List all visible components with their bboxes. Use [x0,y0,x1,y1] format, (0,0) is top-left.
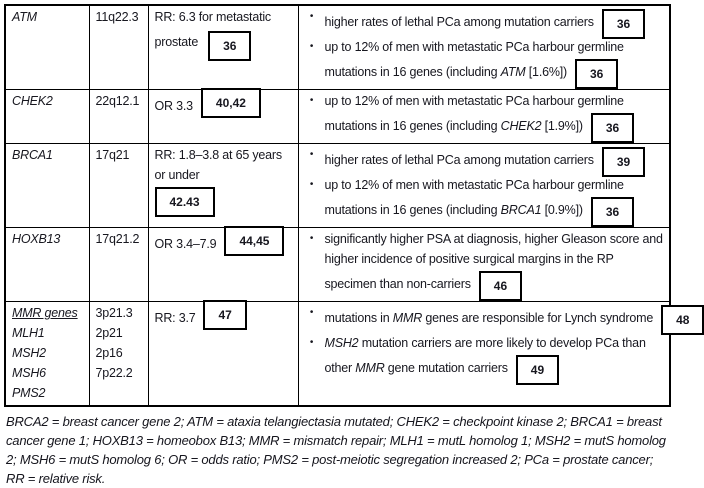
bullet-item [299,303,690,333]
gene-name: MSH2 [12,346,46,360]
text-segment: mutations in [324,311,393,325]
citation-ref-box: 36 [602,9,645,39]
citation-ref-box: 47 [203,300,246,330]
location-cell [89,228,148,302]
notes-cell [298,228,670,302]
text-segment: significantly higher PSA at diagnosis, higher Gleason score and higher incidence of positive surgical margins in the RP specimen than non-carriers [324,232,663,291]
gene-name: PMS2 [12,386,46,400]
bullet-text [325,333,668,383]
bullet-item [299,7,668,37]
citation-ref-box: 49 [516,355,559,385]
text-segment: genes are responsible for Lynch syndrome [422,311,654,325]
bullet-item [299,145,668,175]
text-segment: [0.9%]) [541,203,583,217]
gene-symbol-inline: CHEK2 [500,119,542,133]
chromosome-location: 3p21.3 [95,306,133,320]
text-segment: higher rates of lethal PCa among mutation carriers [324,15,594,29]
bullet-icon: • [309,11,314,22]
gene-symbol-inline: MMR [392,311,423,325]
risk-cell [148,228,298,302]
gene-cell [5,5,89,90]
citation-ref-box: 36 [591,113,634,143]
bullet-item [299,175,668,225]
chromosome-location: 11q22.3 [95,10,139,24]
location-cell [89,5,148,90]
bullet-text [325,145,668,175]
bullet-icon: • [309,337,314,348]
text-segment: [1.6%]) [525,65,567,79]
risk-cell [148,5,298,90]
risk-cell [148,144,298,228]
gene-symbol-inline: ATM [500,65,526,79]
location-cell [89,302,148,407]
abbreviations-footnote: BRCA2 = breast cancer gene 2; ATM = ataxia telangiectasia mutated; CHEK2 = checkpoint kinase 2; BRCA1 = breast cancer gene 1; HOXB13 = homeobox B13; MMR = mismatch repair; MLH1 = mutL homolog 1; MSH2 = mutS homolog 2; MSH6 = mutS homolog 6; OR = odds ratio; PMS2 = post-meiotic segregation increased 2; PCa = prostate cancer; RR = relative risk. [6,414,666,486]
risk-cell [148,90,298,144]
bullet-item [299,333,668,383]
bullet-item [299,91,668,141]
table-row [5,144,670,228]
citation-ref-box: 36 [575,59,618,89]
gene-symbol-inline: MMR [355,361,385,375]
location-cell [89,144,148,228]
chromosome-location: 22q12.1 [95,94,140,108]
bullet-item [299,37,668,87]
gene-symbol-inline: BRCA1 [500,203,542,217]
gene-risk-table [4,4,690,407]
citation-ref-box: 46 [479,271,522,301]
table-row [5,228,670,302]
gene-name: ATM [12,10,37,24]
bullet-item [299,229,668,299]
citation-ref-box: 40,42 [201,88,261,118]
citation-ref-box: 48 [661,305,704,335]
bullet-icon: • [309,179,314,190]
bullet-text [325,229,668,299]
citation-ref-box: 36 [208,31,251,61]
gene-cell [5,90,89,144]
risk-estimate-text: OR 3.3 [154,99,193,113]
notes-cell [298,90,670,144]
chromosome-location: 2p16 [95,346,123,360]
gene-cell [5,144,89,228]
gene-name: HOXB13 [12,232,61,246]
notes-cell [298,144,670,228]
risk-estimate-text: RR: 1.8–3.8 at 65 years or under [154,148,282,182]
bullet-text [325,37,668,87]
notes-cell [298,5,670,90]
bullet-text [324,303,690,333]
location-cell [89,90,148,144]
citation-ref-line [155,187,294,217]
text-segment: [1.9%]) [541,119,583,133]
chromosome-location: 17q21 [95,148,130,162]
risk-cell [148,302,298,407]
gene-cell [5,228,89,302]
risk-estimate-text: OR 3.4–7.9 [154,237,217,251]
bullet-icon: • [309,233,314,244]
text-segment: up to 12% of men with metastatic PCa harbour germline mutations in 16 genes (including [324,94,624,133]
gene-name: MSH6 [12,366,46,380]
gene-cell [5,302,89,407]
chromosome-location: 17q21.2 [95,232,140,246]
citation-ref-box: 42.43 [155,187,215,217]
gene-name: MMR genes [12,306,78,320]
chromosome-location: 2p21 [95,326,123,340]
bullet-icon: • [309,41,314,52]
bullet-icon: • [309,95,314,106]
gene-name: CHEK2 [12,94,53,108]
bullet-text [325,91,668,141]
gene-symbol-inline: MSH2 [324,336,359,350]
bullet-text [325,7,668,37]
text-segment: gene mutation carriers [384,361,508,375]
table-row [5,5,670,90]
risk-estimate-text: RR: 3.7 [154,311,196,325]
citation-ref-box: 44,45 [224,226,284,256]
text-segment: up to 12% of men with metastatic PCa harbour germline mutations in 16 genes (including [324,178,624,217]
gene-name: MLH1 [12,326,45,340]
table-row [5,90,670,144]
gene-name: BRCA1 [12,148,53,162]
bullet-text [325,175,668,225]
notes-cell [298,302,690,407]
bullet-icon: • [309,307,314,318]
text-segment: up to 12% of men with metastatic PCa harbour germline mutations in 16 genes (including [324,40,624,79]
chromosome-location: 7p22.2 [95,366,133,380]
risk-estimate-text: RR: 6.3 for metastatic prostate [154,10,271,49]
citation-ref-box: 39 [602,147,645,177]
table-row [5,302,670,407]
bullet-icon: • [309,149,314,160]
citation-ref-box: 36 [591,197,634,227]
text-segment: higher rates of lethal PCa among mutation carriers [324,153,594,167]
text-segment: mutation carriers are more likely to develop PCa than other [324,336,646,375]
